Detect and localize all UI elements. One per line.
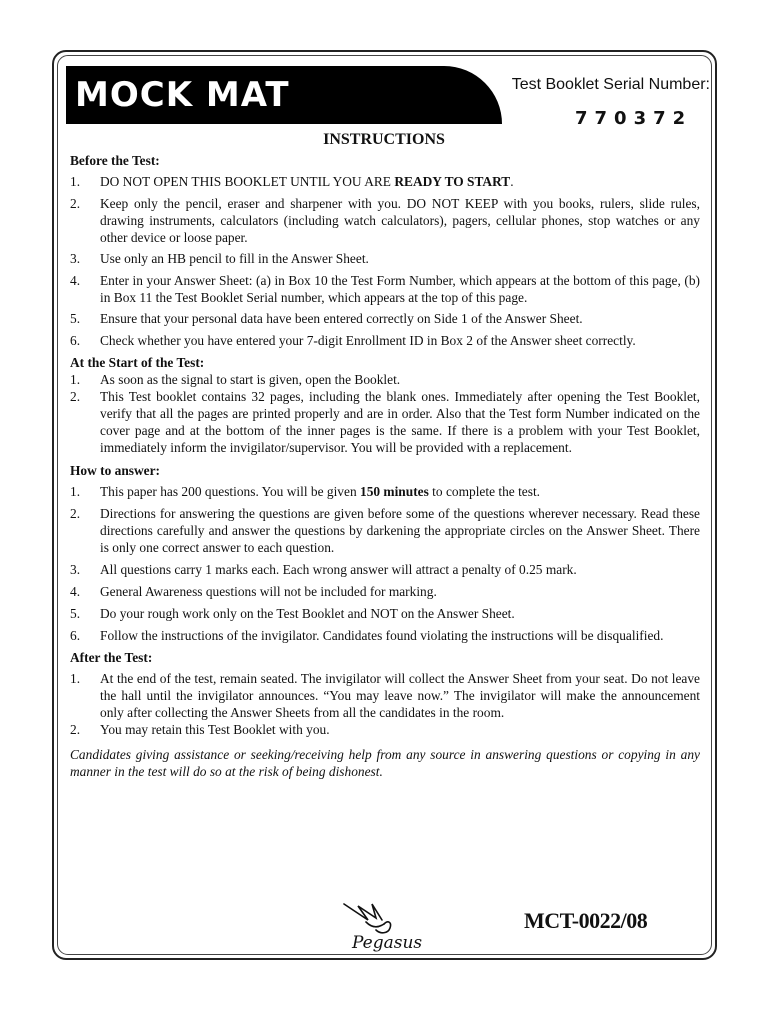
- item-text: DO NOT OPEN THIS BOOKLET UNTIL YOU ARE READY TO START.: [100, 174, 514, 189]
- list-item: [70, 371, 700, 388]
- list-item: [70, 505, 700, 556]
- item-number: 1.: [70, 371, 81, 387]
- item-text: As soon as the signal to start is given, open the Booklet.: [100, 371, 401, 387]
- instructions-heading: INSTRUCTIONS: [323, 131, 445, 148]
- item-text: Enter in your Answer Sheet: (a) in Box 10 the Test Form Number, which appears at the bottom of this page, (b) in Box 11 the Test Booklet Serial number, which appears at the top of this page.: [100, 272, 700, 305]
- item-number: 6.: [70, 332, 81, 348]
- item-number: 2.: [70, 721, 81, 737]
- item-text: Directions for answering the questions are given before some of the questions wherever necessary. Read these directions carefully and answer the questions by darkening the appropriate circles on the Answer Sheet. There is only one correct answer to each question.: [100, 505, 700, 555]
- list-item: [70, 483, 700, 500]
- list-item: [70, 561, 700, 578]
- item-number: 3.: [70, 251, 81, 266]
- item-text: Ensure that your personal data have been entered correctly on Side 1 of the Answer Sheet.: [100, 311, 583, 326]
- list-item: [70, 173, 700, 190]
- list-before-test: [70, 173, 700, 349]
- serial-number-value: 770372: [575, 108, 693, 129]
- section-title-how: How to answer:: [70, 462, 161, 478]
- item-number: 2.: [70, 388, 81, 404]
- item-text: Use only an HB pencil to fill in the Answer Sheet.: [100, 251, 369, 266]
- item-text: This Test booklet contains 32 pages, including the blank ones. Immediately after opening the Test Booklet, verify that all the pages are printed properly and are in order. Also that the Test form Number indicated on the cover page and at the bottom of the inner pages is the same. If there is a problem with your Test Booklet, immediately inform the invigilator/supervisor. You will be provided with a replacement.: [100, 388, 700, 455]
- item-text: Follow the instructions of the invigilator. Candidates found violating the instructions will be disqualified.: [100, 627, 664, 643]
- item-text: This paper has 200 questions. You will be given 150 minutes to complete the test.: [100, 483, 541, 499]
- item-text: Check whether you have entered your 7-digit Enrollment ID in Box 2 of the Answer sheet correctly.: [100, 332, 636, 348]
- list-after-test: [70, 670, 700, 738]
- title-banner: [66, 66, 502, 124]
- list-item: [70, 388, 700, 456]
- instructions-body: [70, 152, 700, 793]
- list-item: [70, 605, 700, 622]
- item-number: 1.: [70, 483, 81, 499]
- item-number: 1.: [70, 174, 81, 189]
- list-item: [70, 250, 700, 267]
- item-number: 6.: [70, 627, 81, 643]
- list-how-to-answer: [70, 483, 700, 644]
- item-text: All questions carry 1 marks each. Each wrong answer will attract a penalty of 0.25 mark.: [100, 561, 577, 577]
- list-item: [70, 310, 700, 327]
- item-text: General Awareness questions will not be included for marking.: [100, 583, 437, 599]
- list-item: [70, 670, 700, 721]
- list-item: [70, 195, 700, 246]
- item-text: At the end of the test, remain seated. The invigilator will collect the Answer Sheet from your seat. Do not leave the hall until the invigilator announces. “You may leave now.” The invigilator will make the announcement only after collecting the Answer Sheets from all the candidates in the room.: [100, 670, 700, 720]
- item-number: 2.: [70, 195, 81, 211]
- item-text: Keep only the pencil, eraser and sharpener with you. DO NOT KEEP with you books, rulers, slide rules, drawing instruments, calculators (including watch calculators), pagers, cellular phones, stop watches or any other device or loose paper.: [100, 195, 700, 245]
- item-number: 1.: [70, 670, 81, 686]
- list-item: [70, 332, 700, 349]
- logo-wordmark: Pegasus: [352, 933, 423, 953]
- item-number: 5.: [70, 311, 81, 326]
- item-number: 3.: [70, 561, 81, 577]
- list-start-test: [70, 371, 700, 456]
- booklet-title: MOCK MAT: [75, 75, 290, 115]
- list-item: [70, 627, 700, 644]
- honesty-notice: Candidates giving assistance or seeking/receiving help from any source in answering questions or copying in any manner in the test will do so at the risk of being dishonest.: [70, 746, 700, 779]
- test-form-code: MCT-0022/08: [524, 908, 648, 933]
- section-title-before: Before the Test:: [70, 153, 160, 168]
- section-title-after: After the Test:: [70, 649, 153, 665]
- item-text: Do your rough work only on the Test Booklet and NOT on the Answer Sheet.: [100, 605, 515, 621]
- pegasus-logo: [338, 898, 428, 956]
- item-number: 4.: [70, 272, 81, 288]
- item-number: 5.: [70, 605, 81, 621]
- section-title-start: At the Start of the Test:: [70, 354, 205, 370]
- item-number: 2.: [70, 505, 81, 521]
- item-text: You may retain this Test Booklet with you.: [100, 721, 330, 737]
- list-item: [70, 721, 700, 738]
- list-item: [70, 583, 700, 600]
- list-item: [70, 272, 700, 306]
- item-number: 4.: [70, 583, 81, 599]
- serial-number-label: Test Booklet Serial Number:: [511, 76, 710, 93]
